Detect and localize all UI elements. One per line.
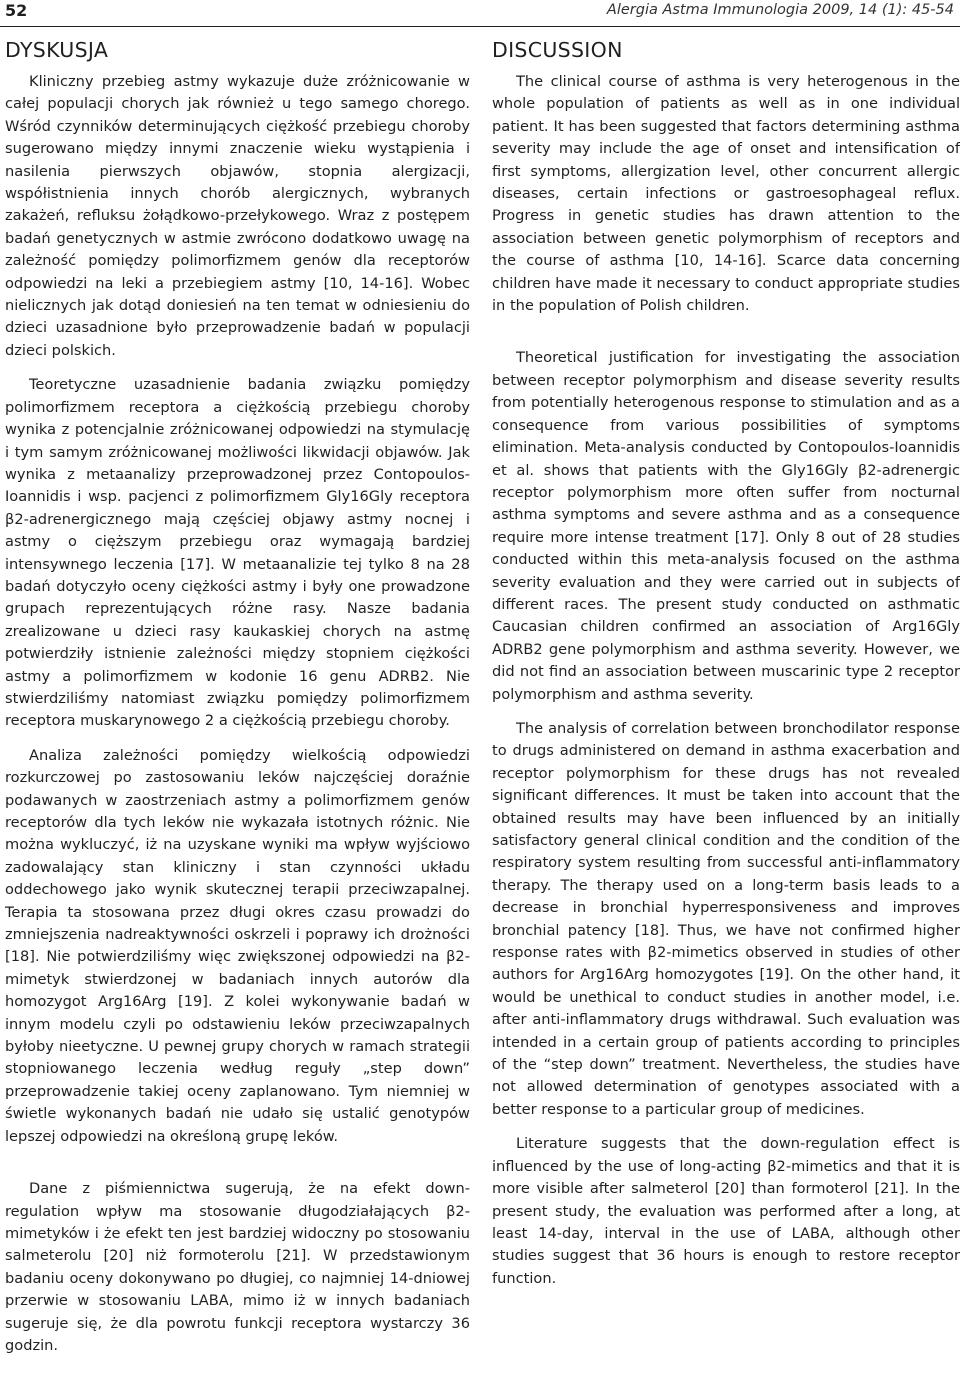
paragraph: Analiza zależności pomiędzy wielkością odpowiedzi rozkurczowej po zastosowaniu leków najczęściej doraźnie podawanych w zaostrzeniach astmy a polimorfizmem genów receptorów dla tych leków nie wykazała istotnych różnic. Nie można wykluczyć, iż na uzyskane wyniki ma wpływ wyjściowo zadowalający stan kliniczny i stan czynności układu oddechowego jako wynik skutecznej terapii przeciwzapalnej. Terapia ta stosowana przez długi okres czasu prowadzi do zmniejszenia nadreaktywności oskrzeli i poprawy ich drożności [18]. Nie potwierdziliśmy więc zwiększonej odpowiedzi na β2-mimetyk stwierdzonej w badaniach innych autorów dla homozygot Arg16Arg [19]. Z kolei wykonywanie badań w innym modelu czyli po odstawieniu leków przeciwzapalnych byłoby nieetyczne. U pewnej grupy chorych w ramach strategii stopniowanego leczenia według reguły „step down” przeprowadzenie takiej oceny zaplanowano. Tym niemniej w świetle wykonanych badań nie udało się ustalić genotypów lepszej odpowiedzi na określoną grupę leków. <box>5 746 470 1145</box>
polish-column <box>5 38 470 1357</box>
paragraph: Teoretyczne uzasadnienie badania związku pomiędzy polimorfizmem receptora a ciężkością przebiegu choroby wynika z potencjalnie zróżnicowanej odpowiedzi na stymulację i tym samym zróżnicowanej możliwości likwidacji objawów. Jak wynika z metaanalizy przeprowadzonej przez Contopoulos-Ioannidis i wsp. pacjenci z polimorfizmem Gly16Gly receptora β2-adrenergicznego mają częściej objawy astmy nocnej i astmy o cięższym przebiegu oraz wymagają bardziej intensywnego leczenia [17]. W metaanalizie tej tylko 8 na 28 badań dotyczyło oceny ciężkości astmy i były one prowadzone grupach reprezentujących różne rasy. Nasze badania zrealizowane u dzieci rasy kaukaskiej chorych na astmę potwierdziły istnienie zależności między stopniem ciężkości astmy a polimorfizmem w kodonie 16 genu ADRB2. Nie stwierdziliśmy natomiast związku pomiędzy polimorfizmem receptora muskarynowego 2 a ciężkością przebiegu choroby. <box>5 376 470 730</box>
paragraph: Literature suggests that the down-regulation effect is influenced by the use of long-acting β2-mimetics and that it is more visible after salmeterol [20] than formoterol [21]. In the present study, the evaluation was performed after a long, at least 14-day, interval in the use of LABA, although other studies suggest that 36 hours is enough to restore receptor function. <box>492 1135 960 1287</box>
journal-citation: Alergia Astma Immunologia 2009, 14 (1): 45-54 <box>606 2 954 18</box>
section-heading-discussion: DISCUSSION <box>492 38 623 62</box>
paragraph-spacer <box>492 706 960 718</box>
paragraph: Kliniczny przebieg astmy wykazuje duże zróżnicowanie w całej populacji chorych jak również u tego samego chorego. Wśród czynników determinujących ciężkość przebiegu choroby sugerowano między innymi znaczenie wieku wystąpienia i nasilenia pierwszych objawów, stopnia alergizacji, współistnienia innych chorób alergicznych, wybranych zakażeń, refluksu żołądkowo-przełykowego. Wraz z postępem badań genetycznych w astmie zwrócono dodatkowo uwagę na zależność pomiędzy polimorfizmem genów dla receptorów odpowiedzi na leki a przebiegiem astmy [10, 14-16]. Wobec nielicznych jak dotąd doniesień na ten temat w odniesieniu do dzieci uzasadnione było przeprowadzenie badań w populacji dzieci polskich. <box>5 73 470 359</box>
header-rule <box>0 26 960 27</box>
paragraph-spacer <box>492 317 960 347</box>
paragraph: Dane z piśmiennictwa sugerują, że na efekt down-regulation wpływ ma stosowanie długodziałających β2-mimetyków i że efekt ten jest bardziej widoczny po stosowaniu salmeterolu [20] niż formoterolu [21]. W przedstawionym badaniu oceny dokonywano po długiej, co najmniej 14-dniowej przerwie w stosowaniu LABA, mimo iż w innych badaniach sugeruje się, że dla powrotu funkcji receptora wystarczy 36 godzin. <box>5 1180 470 1354</box>
english-column <box>492 38 960 1290</box>
paragraph-spacer <box>5 1148 470 1178</box>
paragraph-spacer <box>5 362 470 374</box>
paragraph-spacer <box>5 733 470 745</box>
paragraph-spacer <box>492 1121 960 1133</box>
section-heading-dyskusja: DYSKUSJA <box>5 38 109 62</box>
paragraph: Theoretical justification for investigating the association between receptor polymorphism and disease severity results from potentially heterogenous response to stimulation and as a consequence from various possibilities of symptoms elimination. Meta-analysis conducted by Contopoulos-Ioannidis et al. shows that patients with the Gly16Gly β2-adrenergic receptor polymorphism more often suffer from nocturnal asthma symptoms and severe asthma and as a consequence require more intense treatment [17]. Only 8 out of 28 studies conducted within this meta-analysis focused on the asthma severity evaluation and they were carried out in subjects of different races. The present study conducted on asthmatic Caucasian children confirmed an association of Arg16Gly ADRB2 gene polymorphism and asthma severity. However, we did not find an association between muscarinic type 2 receptor polymorphism and asthma severity. <box>492 349 960 703</box>
paragraph: The clinical course of asthma is very heterogenous in the whole population of patients as well as in one individual patient. It has been suggested that factors determining asthma severity may include the age of onset and intensification of first symptoms, allergization level, other concurrent allergic diseases, certain infections or gastroesophageal reflux. Progress in genetic studies has drawn attention to the association between genetic polymorphism of receptors and the course of asthma [10, 14-16]. Scarce data concerning children have made it necessary to conduct appropriate studies in the population of Polish children. <box>492 73 960 315</box>
page-number: 52 <box>5 1 28 20</box>
page-header <box>0 0 960 28</box>
paragraph: The analysis of correlation between bronchodilator response to drugs administered on demand in asthma exacerbation and receptor polymorphism for these drugs has not revealed significant differences. It must be taken into account that the obtained results may have been influenced by an initially satisfactory general clinical condition and the condition of the respiratory system resulting from successful anti-inflammatory therapy. The therapy used on a long-term basis leads to a decrease in bronchial hyperresponsiveness and improves bronchial patency [18]. Thus, we have not confirmed higher response rates with β2-mimetics observed in studies of other authors for Arg16Arg homozygotes [19]. On the other hand, it would be unethical to conduct studies in another model, i.e. after anti-inflammatory drugs withdrawal. Such evaluation was intended in a certain group of patients according to principles of the “step down” treatment. Nevertheless, the studies have not allowed determination of genotypes associated with a better response to a particular group of medicines. <box>492 719 960 1118</box>
